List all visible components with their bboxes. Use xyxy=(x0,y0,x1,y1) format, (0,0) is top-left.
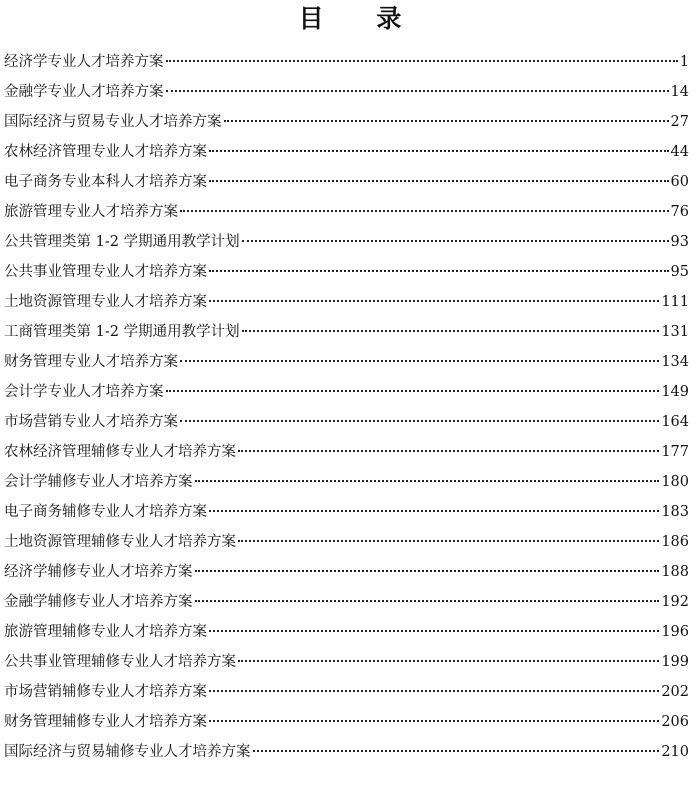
toc-list xyxy=(4,47,689,767)
toc-entry-title: 市场营销辅修专业人才培养方案 xyxy=(4,684,207,700)
toc-entry[interactable] xyxy=(4,137,689,167)
dot-leader xyxy=(242,240,669,242)
toc-entry-title: 会计学专业人才培养方案 xyxy=(4,384,164,400)
toc-entry[interactable] xyxy=(4,167,689,197)
toc-entry-title: 国际经济与贸易专业人才培养方案 xyxy=(4,114,222,130)
toc-entry-page-number: 202 xyxy=(661,684,689,700)
toc-entry[interactable] xyxy=(4,707,689,737)
toc-entry-page-number: 149 xyxy=(661,384,689,400)
toc-entry[interactable] xyxy=(4,317,689,347)
page-title: 目 录 xyxy=(298,4,424,33)
dot-leader xyxy=(209,720,659,722)
dot-leader xyxy=(209,150,669,152)
toc-entry[interactable] xyxy=(4,197,689,227)
dot-leader xyxy=(209,690,659,692)
toc-entry-page-number: 196 xyxy=(661,624,689,640)
toc-entry-page-number: 192 xyxy=(661,594,689,610)
toc-entry[interactable] xyxy=(4,257,689,287)
toc-entry[interactable] xyxy=(4,377,689,407)
toc-entry-page-number: 188 xyxy=(661,564,689,580)
toc-entry-title: 金融学专业人才培养方案 xyxy=(4,84,164,100)
dot-leader xyxy=(166,90,669,92)
toc-entry-title: 财务管理专业人才培养方案 xyxy=(4,354,178,370)
toc-entry-page-number: 210 xyxy=(661,744,689,760)
toc-entry[interactable] xyxy=(4,557,689,587)
toc-entry-page-number: 199 xyxy=(661,654,689,670)
dot-leader xyxy=(253,750,660,752)
toc-entry-title: 土地资源管理专业人才培养方案 xyxy=(4,294,207,310)
toc-entry-page-number: 177 xyxy=(661,444,689,460)
toc-entry-title: 农林经济管理辅修专业人才培养方案 xyxy=(4,444,236,460)
toc-entry-page-number: 183 xyxy=(661,504,689,520)
toc-entry[interactable] xyxy=(4,617,689,647)
dot-leader xyxy=(180,420,659,422)
toc-entry-page-number: 1 xyxy=(679,54,689,70)
toc-entry-page-number: 164 xyxy=(661,414,689,430)
dot-leader xyxy=(242,330,660,332)
toc-entry-title: 公共事业管理专业人才培养方案 xyxy=(4,264,207,280)
toc-entry[interactable] xyxy=(4,287,689,317)
dot-leader xyxy=(209,300,659,302)
toc-entry-title: 农林经济管理专业人才培养方案 xyxy=(4,144,207,160)
toc-entry[interactable] xyxy=(4,227,689,257)
toc-entry-page-number: 95 xyxy=(670,264,689,280)
dot-leader xyxy=(166,390,660,392)
toc-entry-page-number: 93 xyxy=(670,234,689,250)
dot-leader xyxy=(180,210,669,212)
toc-entry-title: 金融学辅修专业人才培养方案 xyxy=(4,594,193,610)
toc-entry-page-number: 60 xyxy=(670,174,689,190)
dot-leader xyxy=(209,180,669,182)
toc-entry[interactable] xyxy=(4,737,689,767)
toc-entry[interactable] xyxy=(4,77,689,107)
toc-entry-page-number: 131 xyxy=(661,324,689,340)
dot-leader xyxy=(195,600,660,602)
toc-entry-page-number: 76 xyxy=(670,204,689,220)
dot-leader xyxy=(209,630,659,632)
toc-entry-page-number: 14 xyxy=(670,84,689,100)
toc-entry-title: 工商管理类第 1-2 学期通用教学计划 xyxy=(4,324,240,340)
toc-entry-page-number: 206 xyxy=(661,714,689,730)
toc-entry[interactable] xyxy=(4,467,689,497)
dot-leader xyxy=(166,60,678,62)
toc-entry-title: 土地资源管理辅修专业人才培养方案 xyxy=(4,534,236,550)
toc-entry[interactable] xyxy=(4,527,689,557)
toc-entry[interactable] xyxy=(4,497,689,527)
toc-entry-page-number: 44 xyxy=(670,144,689,160)
dot-leader xyxy=(209,510,659,512)
toc-entry-title: 公共管理类第 1-2 学期通用教学计划 xyxy=(4,234,240,250)
dot-leader xyxy=(195,480,660,482)
toc-entry-title: 公共事业管理辅修专业人才培养方案 xyxy=(4,654,236,670)
dot-leader xyxy=(238,450,659,452)
toc-entry-page-number: 134 xyxy=(661,354,689,370)
toc-entry[interactable] xyxy=(4,407,689,437)
toc-entry-title: 旅游管理辅修专业人才培养方案 xyxy=(4,624,207,640)
dot-leader xyxy=(224,120,669,122)
toc-entry-page-number: 27 xyxy=(670,114,689,130)
toc-entry-title: 电子商务辅修专业人才培养方案 xyxy=(4,504,207,520)
toc-entry[interactable] xyxy=(4,347,689,377)
toc-entry[interactable] xyxy=(4,677,689,707)
toc-entry[interactable] xyxy=(4,107,689,137)
toc-entry-title: 经济学专业人才培养方案 xyxy=(4,54,164,70)
toc-entry-page-number: 111 xyxy=(661,294,689,310)
dot-leader xyxy=(209,270,669,272)
toc-entry-title: 经济学辅修专业人才培养方案 xyxy=(4,564,193,580)
toc-entry-title: 市场营销专业人才培养方案 xyxy=(4,414,178,430)
toc-entry-title: 国际经济与贸易辅修专业人才培养方案 xyxy=(4,744,251,760)
toc-entry-page-number: 186 xyxy=(661,534,689,550)
dot-leader xyxy=(195,570,660,572)
toc-entry[interactable] xyxy=(4,587,689,617)
dot-leader xyxy=(238,540,659,542)
toc-entry-title: 电子商务专业本科人才培养方案 xyxy=(4,174,207,190)
toc-entry-title: 会计学辅修专业人才培养方案 xyxy=(4,474,193,490)
toc-entry-title: 旅游管理专业人才培养方案 xyxy=(4,204,178,220)
dot-leader xyxy=(180,360,659,362)
toc-entry-page-number: 180 xyxy=(661,474,689,490)
toc-entry[interactable] xyxy=(4,647,689,677)
toc-entry-title: 财务管理辅修专业人才培养方案 xyxy=(4,714,207,730)
toc-entry[interactable] xyxy=(4,47,689,77)
toc-entry[interactable] xyxy=(4,437,689,467)
dot-leader xyxy=(238,660,659,662)
